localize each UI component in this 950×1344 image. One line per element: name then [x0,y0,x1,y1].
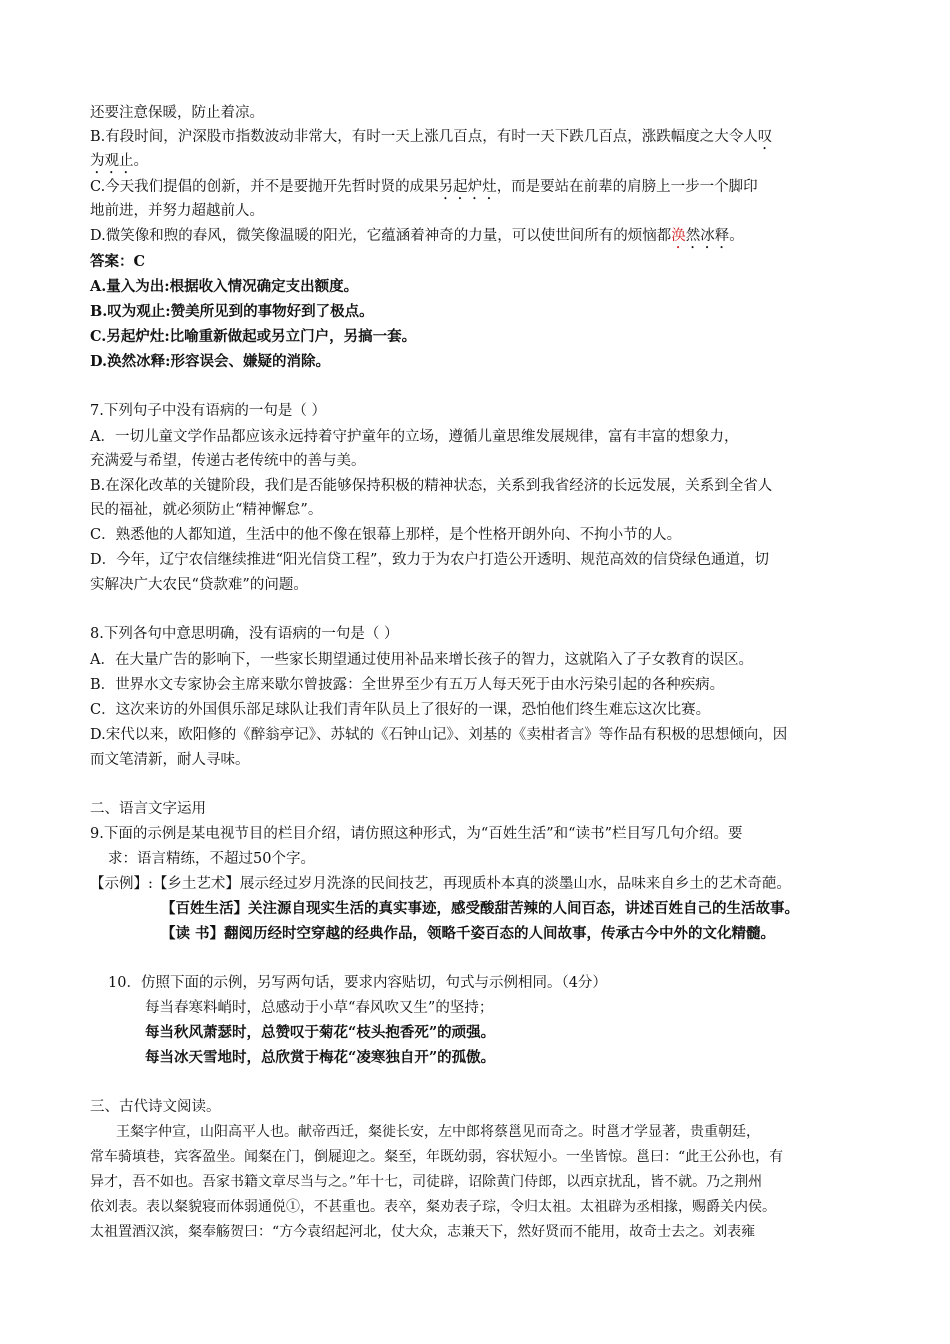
q8-line: B．世界水文专家协会主席来歇尔曾披露：全世界至少有五万人每天死于由水污染引起的各种疾病。 [90,677,725,693]
q8-stem: 8.下列各句中意思明确，没有语病的一句是（ ） [90,626,399,642]
q6-d-text: D.微笑像和煦的春风，微笑像温暖的阳光，它蕴涵着神奇的力量，可以使世间所有的烦恼都 [90,228,672,244]
q7-line: A．一切儿童文学作品都应该永远持着守护童年的立场，遵循儿童思维发展规律，富有丰富的想象力， [90,429,739,445]
q7-line: 民的福祉，就必须防止“精神懈怠”。 [90,502,323,518]
q6-c-text-2: ，而是要站在前辈的肩膀上一步一个脚印 [496,179,758,195]
q6-explanation-d: D.涣然冰释:形容误会、嫌疑的消除。 [90,353,330,370]
q9-answer-1: 【百姓生活】关注源自现实生活的真实事迹，感受酸甜苦辣的人间百态，讲述百姓自己的生活故事。 [161,900,799,917]
section-3-heading: 三、古代诗文阅读。 [90,1099,221,1115]
passage-line: 异才，吾不如也。吾家书籍文章尽当与之。”年十七，司徒辟，诏除黄门侍郎，以西京扰乱，皆不就。乃之荆州 [90,1174,763,1190]
q6-answer: 答案：C [90,253,146,270]
q6-d-text-2: 。 [729,228,744,244]
q6-b-emphasis-2: 为观止 [90,153,134,169]
q10-example: 每当春寒料峭时，总感动于小草“春风吹又生”的坚持； [145,1000,494,1016]
passage-line: 王粲字仲宣，山阳高平人也。献帝西迁，粲徙长安，左中郎将蔡邕见而奇之。时邕才学显著，贵重朝廷， [116,1124,760,1140]
q9-line-1: 9.下面的示例是某电视节目的栏目介绍，请仿照这种形式，为“百姓生活”和“读书”栏目写几句介绍。要 [90,826,743,842]
q6-option-b-line-1 [90,127,772,153]
q6-line-1: 还要注意保暖，防止着凉。 [90,105,264,121]
q10-stem: 10．仿照下面的示例，另写两句话，要求内容贴切，句式与示例相同。（4分） [108,975,607,991]
q9-answer-2: 【读 书】翻阅历经时空穿越的经典作品，领略千姿百态的人间故事，传承古今中外的文化精髓。 [161,925,776,942]
passage-line: 依刘表。表以粲貌寝而体弱通侻①，不甚重也。表卒，粲劝表子琮，令归太祖。太祖辟为丞相掾，赐爵关内侯。 [90,1199,776,1215]
q8-line: D.宋代以来，欧阳修的《醉翁亭记》、苏轼的《石钟山记》、刘基的《卖柑者言》等作品有积极的思想倾向，因 [90,727,788,743]
q9-example: 【示例】:【乡土艺术】展示经过岁月洗涤的民间技艺，再现质朴本真的淡墨山水，品味来自乡土的艺术奇葩。 [90,876,791,892]
section-2-heading: 二、语言文字运用 [90,801,206,817]
q6-d-red-char: 涣 [671,228,686,244]
q6-c-emphasis: 另起炉灶 [438,179,497,195]
q7-line: 实解决广大农民“贷款难”的问题。 [90,577,308,593]
passage-line: 常车骑填巷，宾客盈坐。闻粲在门，倒屣迎之。粲至，年既幼弱，容状短小。一坐皆惊。邕曰：“此王公孙也，有 [90,1149,784,1165]
q6-option-c-line-2: 地前进，并努力超越前人。 [90,203,264,219]
q10-answer-1: 每当秋风萧瑟时，总赞叹于菊花“枝头抱香死”的顽强。 [145,1024,496,1041]
q8-line: 而文笔清新，耐人寻味。 [90,752,250,768]
q7-line: 充满爱与希望，传递古老传统中的善与美。 [90,453,366,469]
q6-explanation-b: B.叹为观止:赞美所见到的事物好到了极点。 [90,303,374,320]
q6-explanation-c: C.另起炉灶:比喻重新做起或另立门户，另搞一套。 [90,328,417,345]
q6-b-text: B.有段时间，沪深股市指数波动非常大，有时一天上涨几百点，有时一天下跌几百点，涨跌幅度之大令人 [90,129,758,145]
q8-line: C．这次来访的外国俱乐部足球队让我们青年队员上了很好的一课，恐怕他们终生难忘这次比赛。 [90,702,711,718]
passage-line: 太祖置酒汉滨，粲奉觞贺曰：“方今袁绍起河北，仗大众，志兼天下，然好贤而不能用，故奇士去之。刘表雍 [90,1224,756,1240]
q6-option-d [90,226,744,252]
q7-line: C．熟悉他的人都知道，生活中的他不像在银幕上那样，是个性格开朗外向、不拘小节的人。 [90,527,682,543]
q7-stem: 7.下列句子中没有语病的一句是（ ） [90,403,326,419]
q8-line: A．在大量广告的影响下，一些家长期望通过使用补品来增长孩子的智力，这就陷入了子女教育的误区。 [90,652,753,668]
q6-b-text-2: 。 [133,153,148,169]
q10-answer-2: 每当冰天雪地时，总欣赏于梅花“凌寒独自开”的孤傲。 [145,1049,496,1066]
q6-b-emphasis: 叹 [757,129,773,145]
q6-c-text: C.今天我们提倡的创新，并不是要抛开先哲时贤的成果 [90,179,439,195]
q6-d-emphasis: 然冰释 [685,228,730,244]
q6-option-b-line-2 [90,151,148,177]
q9-line-2: 求：语言精练，不超过50个字。 [108,851,315,867]
q7-line: B.在深化改革的关键阶段，我们是否能够保持积极的精神状态，关系到我省经济的长远发展，关系到全省人 [90,478,773,494]
q6-option-c-line-1 [90,177,758,203]
q7-line: D．今年，辽宁农信继续推进“阳光信贷工程”，致力于为农户打造公开透明、规范高效的信贷绿色通道，切 [90,552,769,568]
q6-explanation-a: A.量入为出:根据收入情况确定支出额度。 [90,278,359,295]
